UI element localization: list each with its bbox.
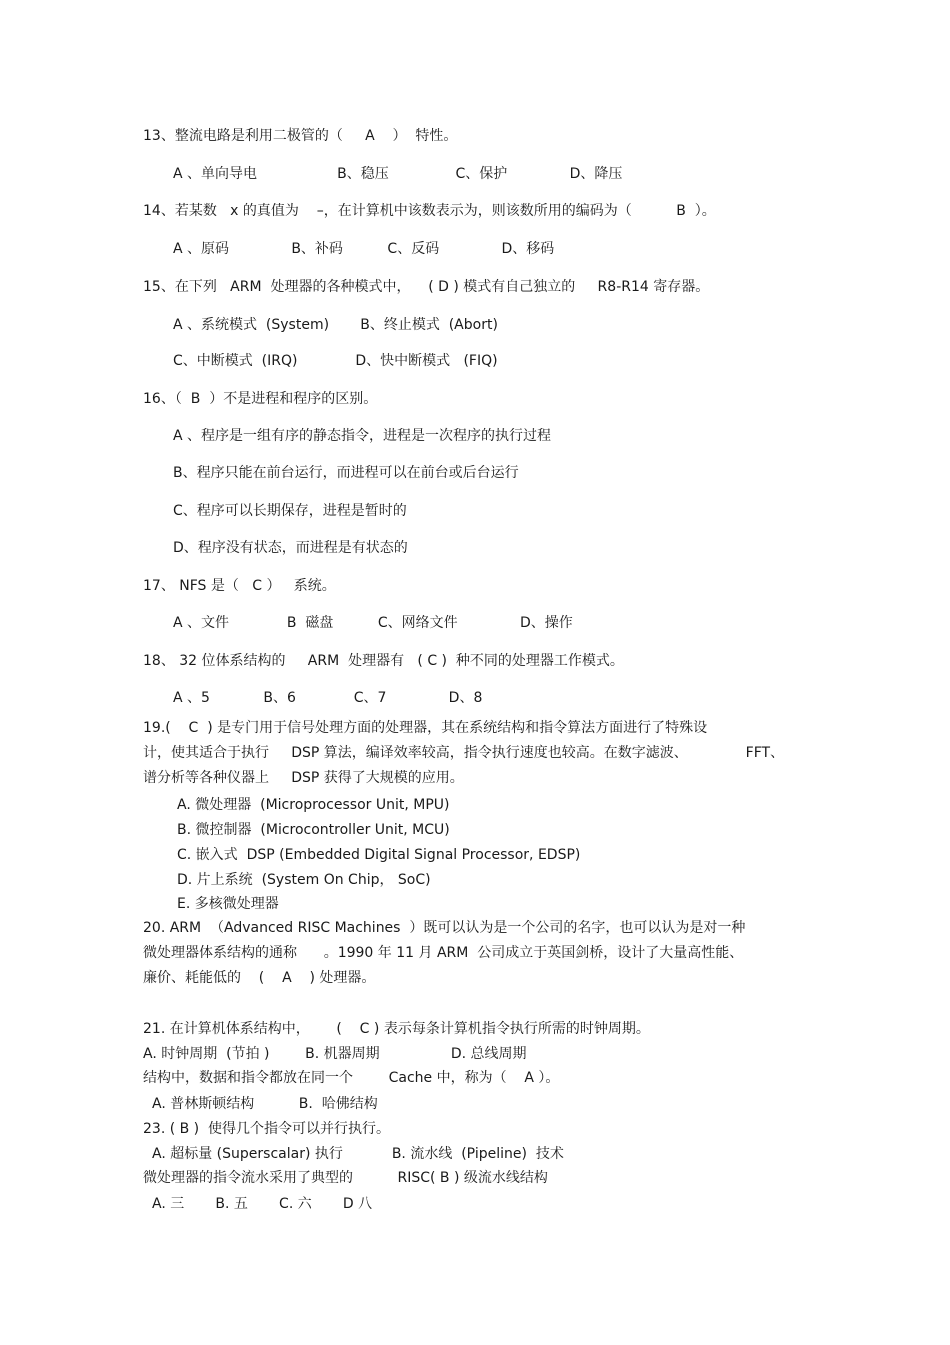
q22-options: A. 普林斯顿结构 B. 哈佛结构	[152, 1096, 378, 1112]
q15-options-1: A 、系统模式 (System) B、终止模式 (Abort)	[173, 317, 498, 333]
q20-stem-2: 微处理器体系结构的通称 。1990 年 11 月 ARM 公司成立于英国剑桥，设计了大量高性能、	[143, 945, 744, 961]
q21-options: A. 时钟周期 (节拍 ) B. 机器周期 D. 总线周期	[143, 1046, 527, 1062]
q23-stem: 23. ( B ) 使得几个指令可以并行执行。	[143, 1121, 391, 1137]
q18-stem: 18、 32 位体系结构的 ARM 处理器有 ( C ) 种不同的处理器工作模式。	[143, 653, 624, 669]
q23-options: A. 超标量 (Superscalar) 执行 B. 流水线 (Pipeline) 技术	[152, 1146, 564, 1162]
q19-option-a: A. 微处理器 (Microprocessor Unit, MPU)	[177, 797, 450, 813]
q24-stem: 微处理器的指令流水采用了典型的 RISC( B ) 级流水线结构	[143, 1170, 548, 1186]
q20-stem-3: 廉价、耗能低的 ( A ) 处理器。	[143, 970, 376, 986]
q21-stem: 21. 在计算机体系结构中， ( C ) 表示每条计算机指令执行所需的时钟周期。	[143, 1021, 650, 1037]
q15-stem: 15、在下列 ARM 处理器的各种模式中， ( D ) 模式有自己独立的 R8-R14 寄存器。	[143, 279, 710, 295]
q15-options-2: C、中断模式 (IRQ) D、快中断模式 (FIQ)	[173, 353, 498, 369]
q19-option-e: E. 多核微处理器	[177, 896, 279, 912]
q19-option-c: C. 嵌入式 DSP (Embedded Digital Signal Processor, EDSP)	[177, 847, 581, 863]
q22-stem: 结构中，数据和指令都放在同一个 Cache 中，称为（ A ）。	[143, 1070, 560, 1086]
q13-options: A 、单向导电 B、稳压 C、保护 D、降压	[173, 166, 623, 182]
q19-stem-1: 19.( C ) 是专门用于信号处理方面的处理器，其在系统结构和指令算法方面进行了特殊设	[143, 720, 708, 736]
q16-stem: 16、（ B ）不是进程和程序的区别。	[143, 391, 378, 407]
q16-option-c: C、程序可以长期保存，进程是暂时的	[173, 503, 407, 519]
q20-stem-1: 20. ARM （Advanced RISC Machines ）既可以认为是一个公司的名字，也可以认为是对一种	[143, 920, 746, 936]
q19-option-d: D. 片上系统 (System On Chip， SoC)	[177, 872, 431, 888]
q14-options: A 、原码 B、补码 C、反码 D、移码	[173, 241, 555, 257]
q19-option-b: B. 微控制器 (Microcontroller Unit, MCU)	[177, 822, 450, 838]
q18-options: A 、5 B、6 C、7 D、8	[173, 690, 483, 706]
q17-options: A 、文件 B 磁盘 C、网络文件 D、操作	[173, 615, 573, 631]
q16-option-b: B、程序只能在前台运行，而进程可以在前台或后台运行	[173, 465, 519, 481]
q19-stem-2: 计，使其适合于执行 DSP 算法，编译效率较高，指令执行速度也较高。在数字滤波、 FFT、	[143, 745, 785, 761]
q14-stem: 14、若某数 x 的真值为 –，在计算机中该数表示为，则该数所用的编码为（ B ）。	[143, 203, 716, 219]
q16-option-a: A 、程序是一组有序的静态指令，进程是一次程序的执行过程	[173, 428, 552, 444]
q16-option-d: D、程序没有状态，而进程是有状态的	[173, 540, 408, 556]
q24-options: A. 三 B. 五 C. 六 D 八	[152, 1196, 373, 1212]
q19-stem-3: 谱分析等各种仪器上 DSP 获得了大规模的应用。	[143, 770, 464, 786]
q17-stem: 17、 NFS 是（ C ） 系统。	[143, 578, 336, 594]
q13-stem: 13、整流电路是利用二极管的（ A ） 特性。	[143, 128, 458, 144]
